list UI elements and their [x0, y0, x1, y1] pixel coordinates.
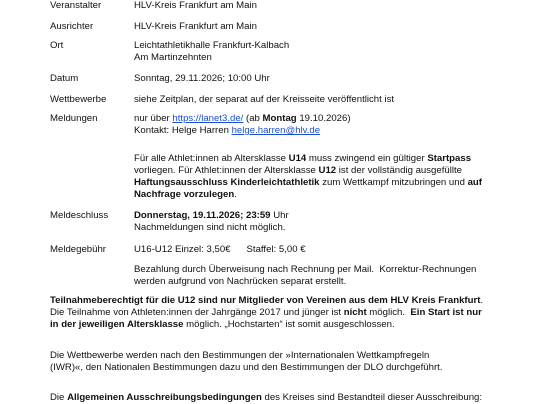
- teilnahme-line3: in der jeweiligen Altersklasse möglich. „Hochstarten“ ist somit ausgeschlossen.: [50, 319, 395, 330]
- meldungen-para-line4: Nachfrage vorzulegen.: [134, 189, 237, 200]
- value-ausrichter: HLV-Kreis Frankfurt am Main: [134, 21, 257, 32]
- meldeschluss-line2: Nachmeldungen sind nicht möglich.: [134, 222, 286, 233]
- ausschreibung-line1: Die Allgemeinen Ausschreibungsbedingungen des Kreises sind Bestandteil dieser Ausschreibung:: [50, 392, 483, 403]
- iwr-line2: (IWR)«, den Nationalen Bestimmungen dazu und den Bestimmungen der DLO durchgeführt.: [50, 362, 443, 373]
- label-ort: Ort: [50, 40, 64, 51]
- meldeschluss-line1: Donnerstag, 19.11.2026; 23:59 Uhr: [134, 210, 289, 221]
- label-meldegebuehr: Meldegebühr: [50, 244, 107, 255]
- para-ausschreibung: [50, 392, 542, 404]
- meldungen-contact: Kontakt: Helge Harren helge.harren@hlv.de: [134, 125, 321, 136]
- email-link[interactable]: helge.harren@hlv.de: [231, 125, 321, 136]
- teilnahme-line1: Teilnahmeberechtigt für die U12 sind nur Mitglieder von Vereinen aus dem HLV Kreis Frankfurt.: [50, 295, 484, 306]
- meldungen-para-line1: Für alle Athlet:innen ab Altersklasse U14 muss zwingend ein gültiger Startpass: [134, 153, 472, 164]
- label-meldungen: Meldungen: [50, 113, 98, 124]
- meldegebuehr-line3: werden aufgrund von Nachrücken separat erstellt.: [134, 276, 347, 287]
- label-datum: Datum: [50, 73, 79, 84]
- para-teilnahme: [50, 295, 542, 331]
- meldegebuehr-line2: Bezahlung durch Überweisung nach Rechnung per Mail. Korrektur-Rechnungen: [134, 264, 477, 275]
- value-wettbewerbe: siehe Zeitplan, der separat auf der Kreisseite veröffentlicht ist: [134, 94, 395, 105]
- teilnahme-line2: Die Teilnahme von Athleten:innen der Jahrgänge 2017 und jünger ist nicht möglich. Ein Start ist nur: [50, 307, 482, 318]
- value-veranstalter: HLV-Kreis Frankfurt am Main: [134, 0, 257, 11]
- value-ort-line1: Leichtathletikhalle Frankfurt-Kalbach: [134, 40, 290, 51]
- label-veranstalter: Veranstalter: [50, 0, 102, 11]
- label-ausrichter: Ausrichter: [50, 21, 94, 32]
- lanet-link[interactable]: https://lanet3.de/: [172, 113, 244, 124]
- meldungen-para-line2: vorliegen. Für Athlet:innen der Altersklasse U12 ist der vollständig ausgefüllte: [134, 165, 462, 176]
- value-datum: Sonntag, 29.11.2026; 10:00 Uhr: [134, 73, 270, 84]
- meldegebuehr-line1: U16-U12 Einzel: 3,50€ Staffel: 5,00 €: [134, 244, 306, 255]
- para-iwr: [50, 350, 542, 374]
- label-wettbewerbe: Wettbewerbe: [50, 94, 107, 105]
- meldungen-line1: nur über https://lanet3.de/ (ab Montag 19.10.2026): [134, 113, 351, 124]
- meldungen-para-line3: Haftungsausschluss Kinderleichtathletik zum Wettkampf mitzubringen und auf: [134, 177, 482, 188]
- label-meldeschluss: Meldeschluss: [50, 210, 109, 221]
- value-ort-line2: Am Martinzehnten: [134, 52, 212, 63]
- iwr-line1: Die Wettbewerbe werden nach den Bestimmungen der »Internationalen Wettkampfregeln: [50, 350, 430, 361]
